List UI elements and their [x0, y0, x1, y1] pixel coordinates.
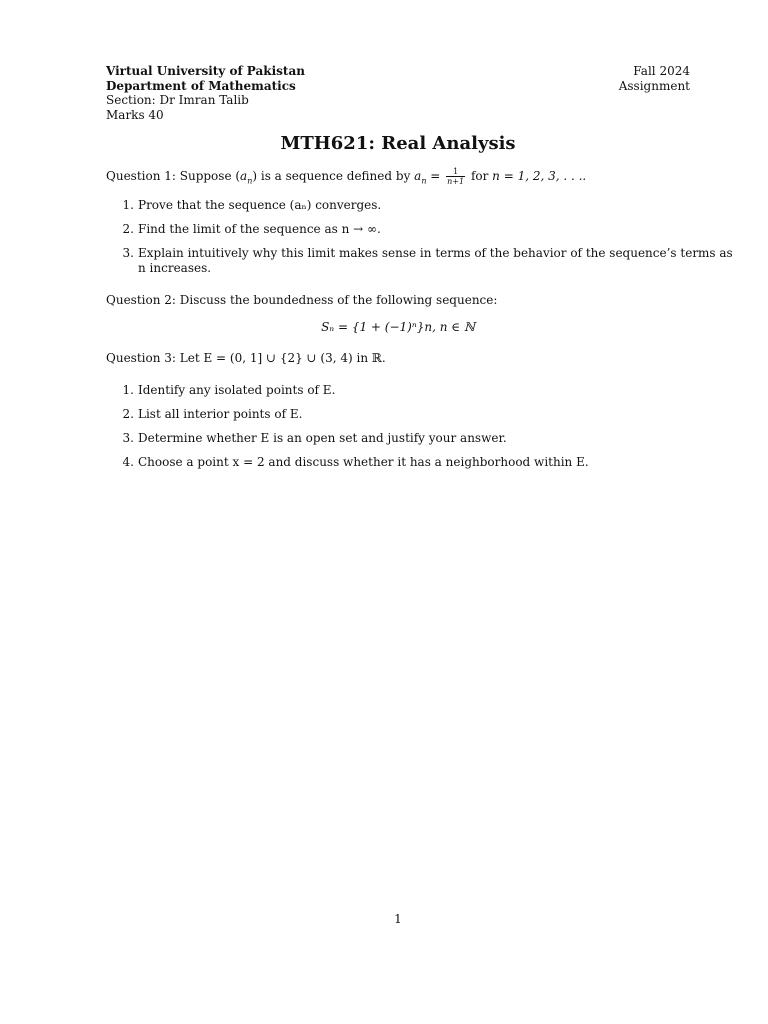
q1-sub-n: n — [247, 176, 253, 186]
q1-item-1-num: 1. — [122, 198, 134, 212]
university-name: Virtual University of Pakistan — [106, 64, 305, 78]
q3-item-3-text: Determine whether E is an open set and justify your answer. — [138, 431, 507, 445]
q3-item-4-text: Choose a point x = 2 and discuss whether it has a neighborhood within E. — [138, 455, 589, 469]
q1-text-a: Question 1: Suppose ( — [106, 169, 241, 183]
q1-item-1-text: Prove that the sequence (aₙ) converges. — [138, 198, 382, 212]
q1-text-c: for — [467, 169, 493, 183]
q1-sub-n-2: n — [421, 176, 427, 186]
question-2-formula: Sₙ = {1 + (−1)ⁿ}n, n ∈ ℕ — [321, 320, 475, 334]
q1-fraction-num: 1 — [446, 167, 465, 177]
q3-item-4-num: 4. — [122, 455, 134, 469]
q1-var-a: a — [240, 169, 248, 183]
page-number: 1 — [394, 912, 402, 926]
question-1-intro: Question 1: Suppose $(a_n)$ is a sequence defined by $a_n$ = $\frac{1}{n+1}$ for n = 1, 2, 3, . . .. — [106, 167, 587, 186]
q1-var-a-2: a — [414, 169, 422, 183]
assignment-label: Assignment — [618, 79, 690, 93]
q1-text-b: ) is a sequence defined by — [252, 169, 415, 183]
q1-range: n = 1, 2, 3, . . .. — [492, 169, 587, 183]
question-2-intro: Question 2: Discuss the boundedness of the following sequence: — [106, 293, 498, 307]
q1-fraction-den: n+1 — [447, 177, 465, 186]
section-line: Section: Dr Imran Talib — [106, 93, 249, 107]
question-3-intro: Question 3: Let E = (0, 1] ∪ {2} ∪ (3, 4) in ℝ. — [106, 351, 386, 365]
q3-item-2-num: 2. — [122, 407, 134, 421]
term-label: Fall 2024 — [633, 64, 690, 78]
q3-item-1-text: Identify any isolated points of E. — [138, 383, 336, 397]
q1-item-2-text: Find the limit of the sequence as n → ∞. — [138, 222, 381, 236]
marks-line: Marks 40 — [106, 108, 164, 122]
page-title: MTH621: Real Analysis — [280, 133, 516, 154]
q1-item-2-num: 2. — [122, 222, 134, 236]
q3-item-3-num: 3. — [122, 431, 134, 445]
q1-fraction — [446, 167, 465, 186]
q3-item-2-text: List all interior points of E. — [138, 407, 303, 421]
q1-item-3-num: 3. — [122, 246, 134, 260]
department-name: Department of Mathematics — [106, 79, 296, 93]
q3-item-1-num: 1. — [122, 383, 134, 397]
q1-item-3-text: Explain intuitively why this limit makes sense in terms of the behavior of the sequence’s terms as — [138, 246, 733, 260]
q1-item-3-continuation: n increases. — [138, 261, 212, 275]
